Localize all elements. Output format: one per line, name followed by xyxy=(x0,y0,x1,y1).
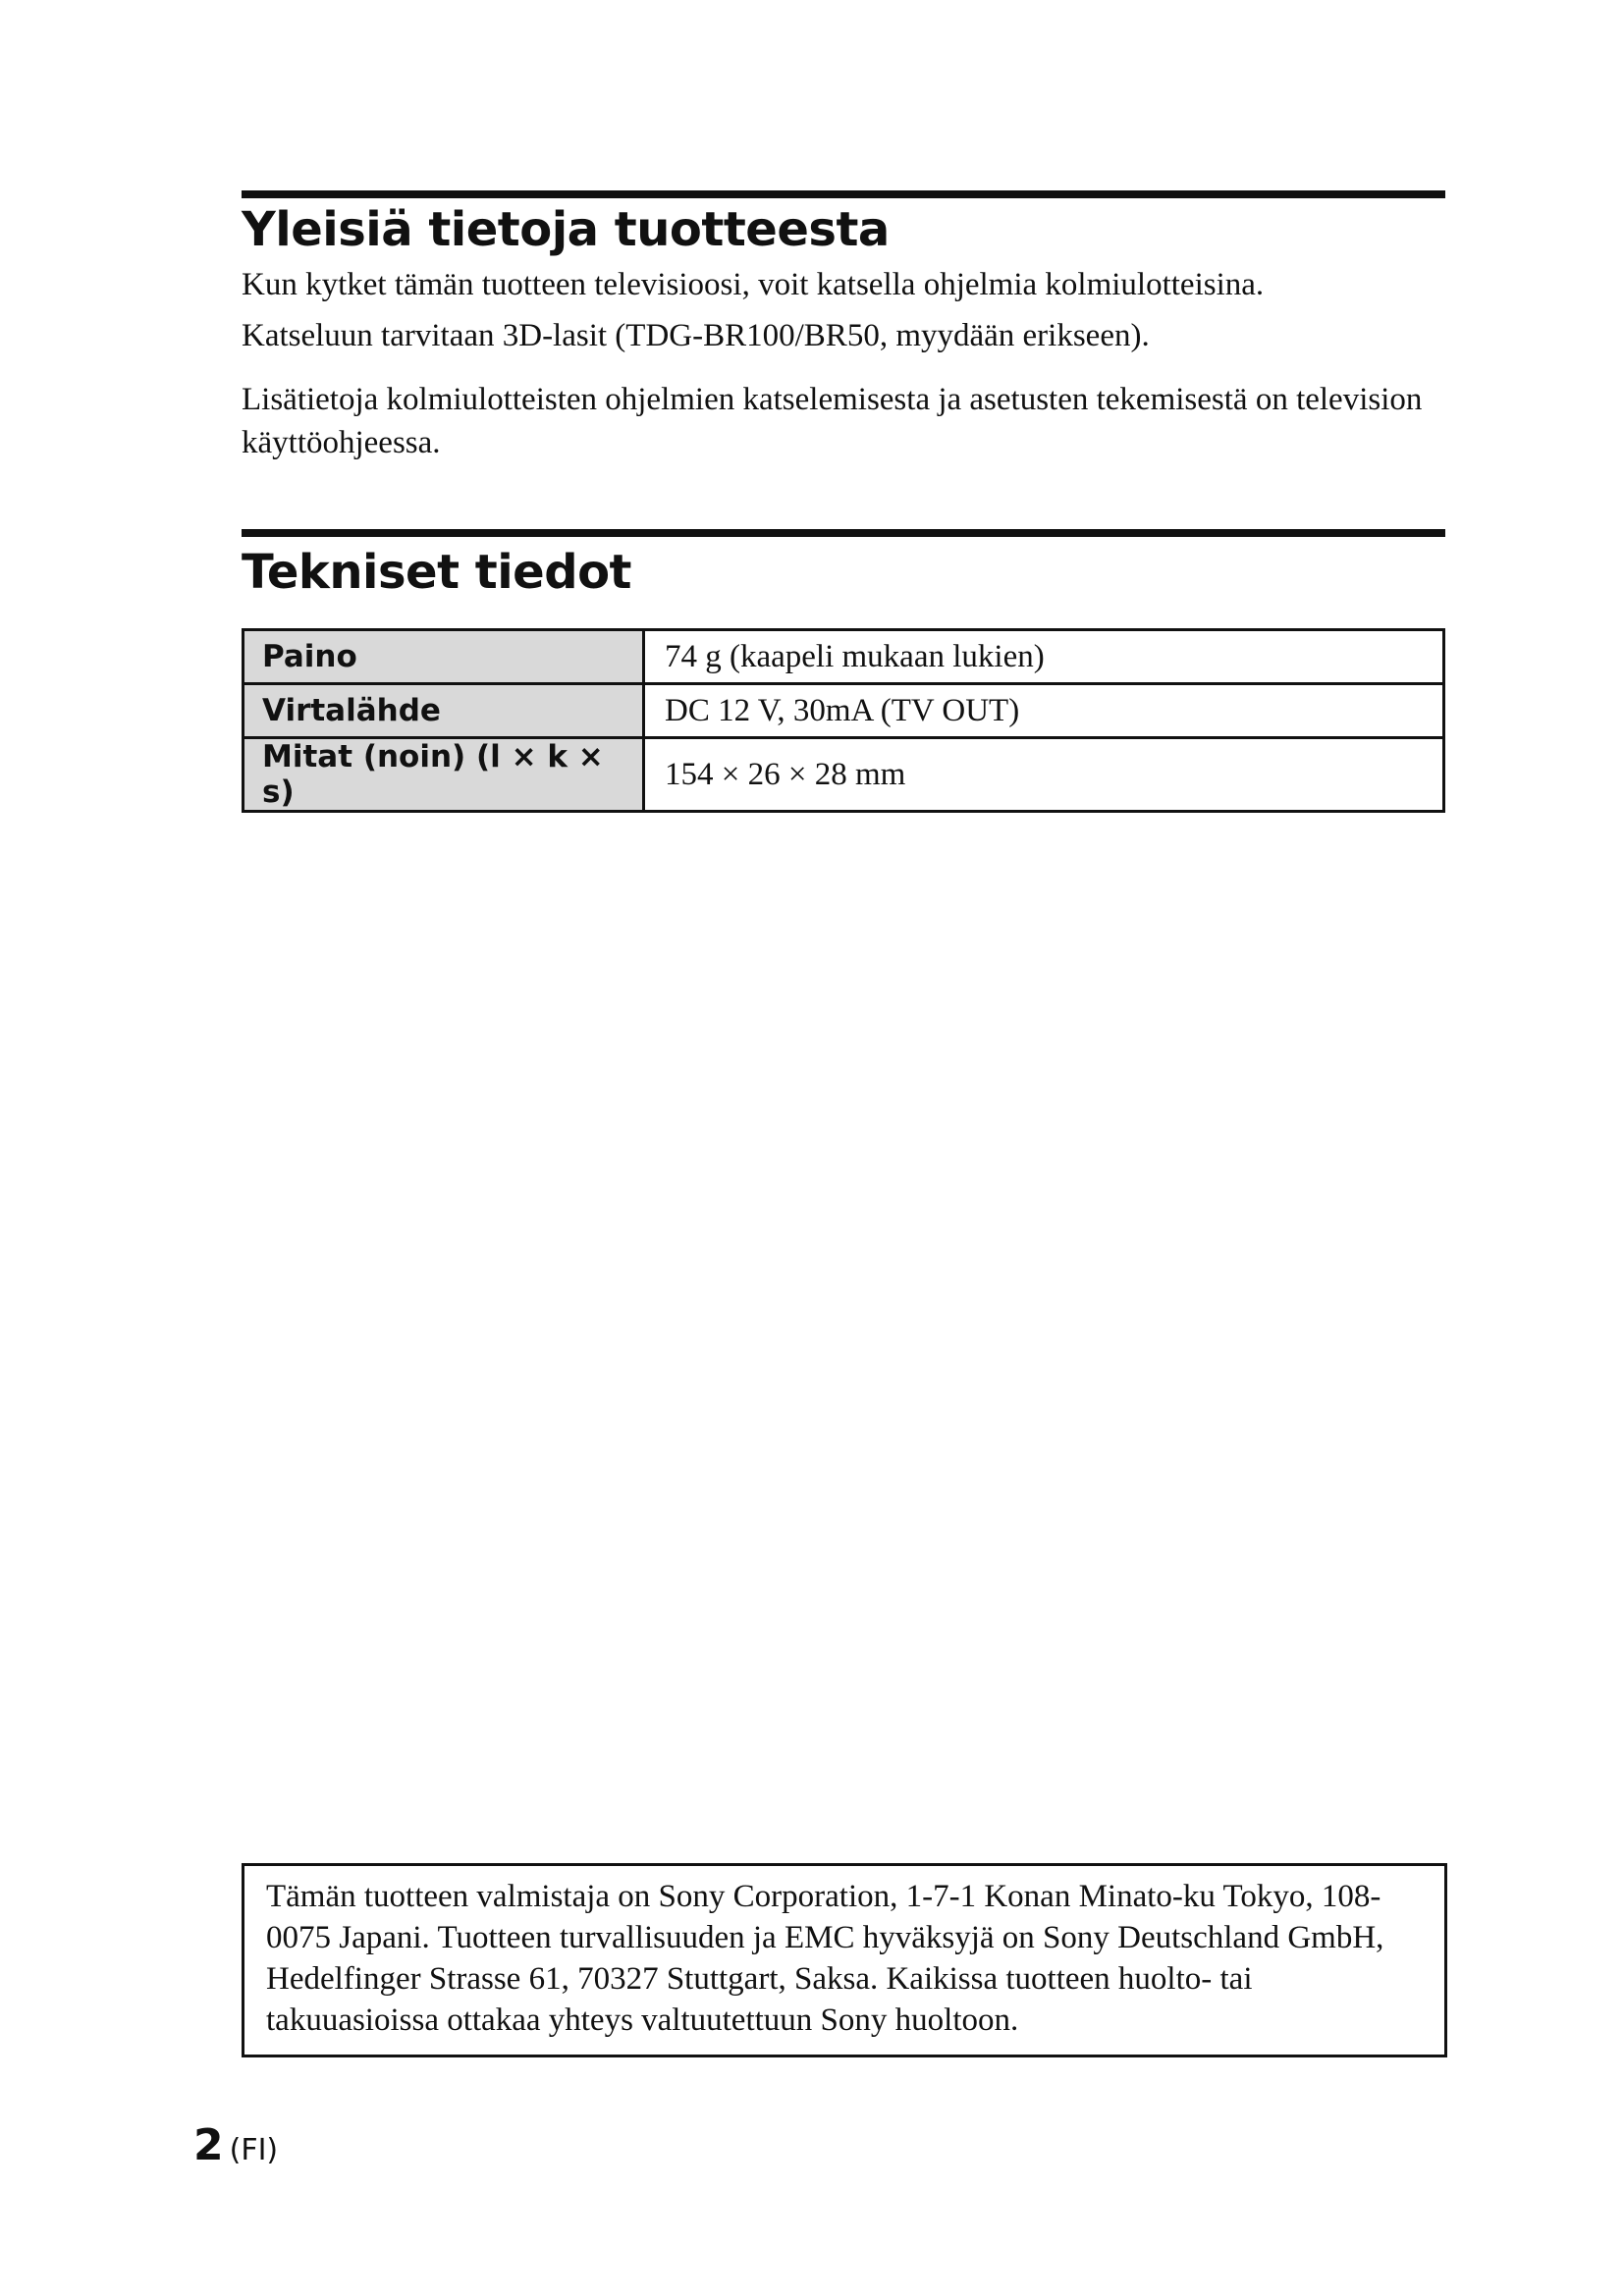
spec-label: Mitat (noin) (l × k × s) xyxy=(244,738,644,812)
general-info-heading: Yleisiä tietoja tuotteesta xyxy=(242,202,890,257)
spec-value: 154 × 26 × 28 mm xyxy=(644,738,1444,812)
section-rule xyxy=(242,529,1445,537)
table-row xyxy=(244,738,1444,812)
language-code: (FI) xyxy=(229,2133,279,2167)
manufacturer-notice-box xyxy=(242,1863,1447,2057)
specifications-heading: Tekniset tiedot xyxy=(242,545,631,600)
table-row xyxy=(244,684,1444,738)
spec-value: 74 g (kaapeli mukaan lukien) xyxy=(644,630,1444,684)
spec-label: Virtalähde xyxy=(244,684,644,738)
page-footer xyxy=(193,2120,278,2170)
general-info-section xyxy=(242,190,1445,464)
spec-value: DC 12 V, 30mA (TV OUT) xyxy=(644,684,1444,738)
section-rule xyxy=(242,190,1445,198)
spec-label: Paino xyxy=(244,630,644,684)
page-number: 2 xyxy=(193,2120,224,2170)
specifications-section xyxy=(242,529,1445,602)
manufacturer-notice-text: Tämän tuotteen valmistaja on Sony Corporation, 1-7-1 Konan Minato-ku Tokyo, 108-0075 Japani. Tuotteen turvallisuuden ja EMC hyväksyjä on Sony Deutschland GmbH, Hedelfinger Strasse 61, 70327 Stuttgart, Saksa. Kaikissa tuotteen huolto- tai takuuasioissa ottakaa yhteys valtuutettuun Sony huoltoon. xyxy=(266,1879,1384,2038)
general-info-paragraph: Lisätietoja kolmiulotteisten ohjelmien katselemisesta ja asetusten tekemisestä on television käyttöohjeessa. xyxy=(242,382,1423,460)
general-info-paragraph: Kun kytket tämän tuotteen televisioosi, voit katsella ohjelmia kolmiulotteisina. xyxy=(242,267,1265,302)
general-info-paragraph: Katseluun tarvitaan 3D-lasit (TDG-BR100/BR50, myydään erikseen). xyxy=(242,318,1150,353)
specifications-table xyxy=(242,628,1445,813)
table-row xyxy=(244,630,1444,684)
